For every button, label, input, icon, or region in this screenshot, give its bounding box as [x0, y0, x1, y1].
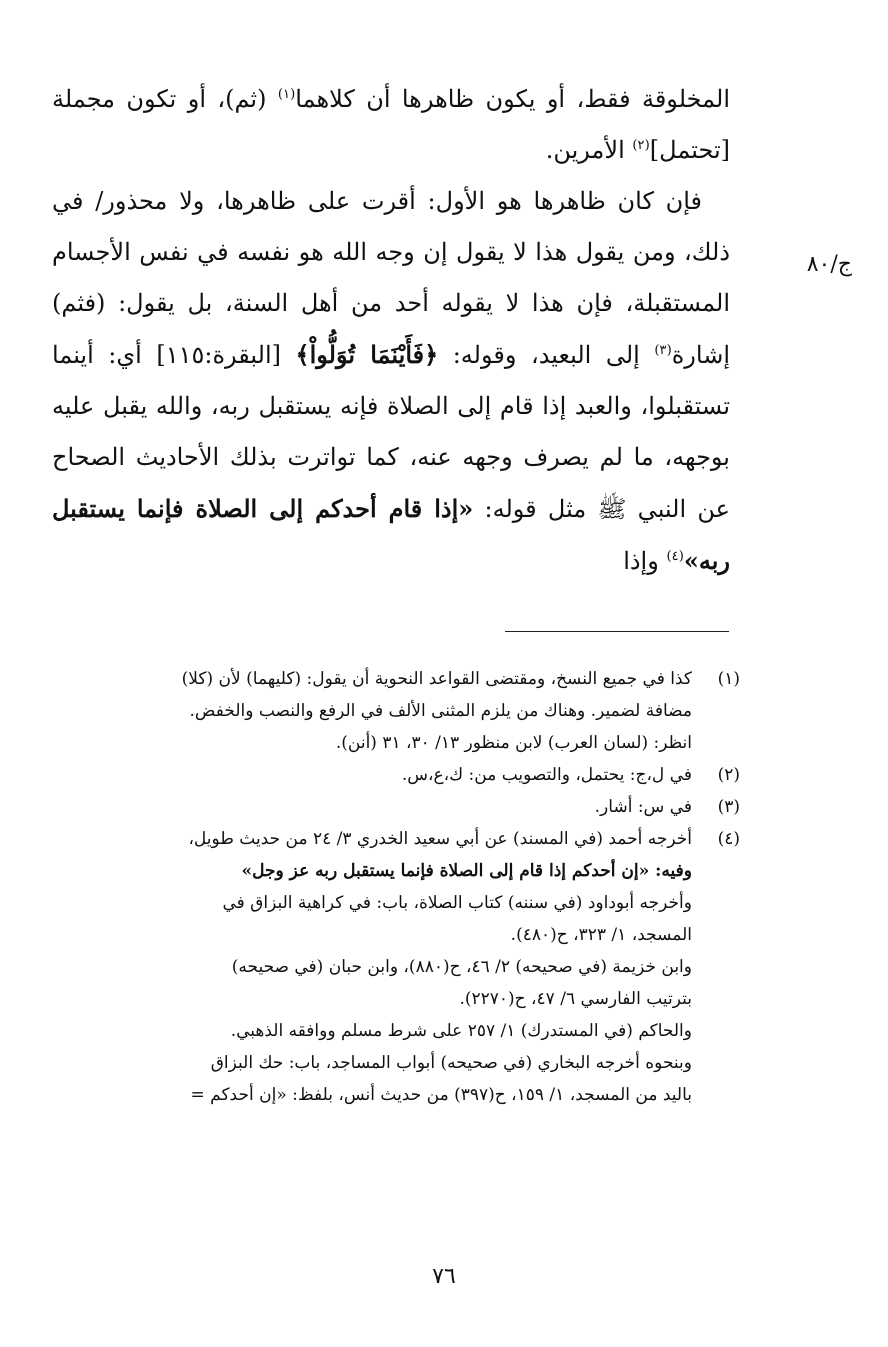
footnote-line: باليد من المسجد، ١/ ١٥٩، ح(٣٩٧) من حديث أنس، بلفظ: «إن أحدكم = [190, 1085, 692, 1105]
hadith-quote: «إذا قام أحدكم إلى الصلاة فإنما يستقبل ربه» [52, 494, 730, 575]
quran-quote: ﴿فَأَيْنَمَا تُوَلُّواْ﴾ [295, 340, 439, 369]
text-run: المخلوقة فقط، أو يكون ظاهرها أن كلاهما [295, 85, 730, 113]
text-run: إلى البعيد، وقوله: [438, 341, 655, 369]
paragraph-2 [52, 176, 730, 587]
footnote-number: (٤) [717, 829, 740, 849]
main-text [52, 74, 730, 587]
footnote-item [52, 791, 740, 823]
footnote-line: وأخرجه أبوداود (في سننه) كتاب الصلاة، باب: في كراهية البزاق في [222, 893, 692, 913]
page-number: ٧٦ [432, 1264, 456, 1289]
footnote-line: المسجد، ١/ ٣٢٣، ح(٤٨٠). [510, 925, 692, 945]
footnote-line: وابن خزيمة (في صحيحه) ٢/ ٤٦، ح(٨٨٠)، وابن حبان (في صحيحه) [231, 957, 692, 977]
footnote-item [52, 823, 740, 1111]
footnote-body [52, 663, 692, 759]
footnote-item [52, 759, 740, 791]
manuscript-page-marker: ج/٨٠ [806, 252, 852, 277]
text-run: الأمرين. [545, 136, 633, 164]
footnote-ref-1: (١) [277, 87, 296, 102]
footnote-ref-4: (٤) [666, 549, 684, 564]
footnote-line: مضافة لضمير. وهناك من يلزم المثنى الألف في الرفع والنصب والخفض. [189, 701, 692, 721]
footnote-body [52, 823, 692, 1111]
footnote-line: أخرجه أحمد (في المسند) عن أبي سعيد الخدري ٣/ ٢٤ من حديث طويل، [188, 829, 692, 849]
footnote-number: (١) [717, 669, 740, 689]
footnote-ref-2: (٢) [632, 138, 650, 153]
footnote-line: كذا في جميع النسخ، ومقتضى القواعد النحوية أن يقول: (كليهما) لأن (كلا) [181, 669, 692, 689]
footnote-item [52, 663, 740, 759]
paragraph-1 [52, 74, 730, 176]
text-run: (ثم)، أو تكون مجملة [تحتمل] [52, 85, 730, 164]
footnote-number: (٣) [717, 797, 740, 817]
text-run: [البقرة:١١٥] أي: أينما تستقبلوا، والعبد إذا قام إلى الصلاة فإنه يستقبل ربه، والله يقبل عليه بوجهه، ما لم يصرف وجهه عنه، كما تواترت بذلك الأحاديث الصحاح عن النبي ﷺ مثل قوله: [52, 341, 730, 523]
footnote-ref-3: (٣) [654, 343, 672, 358]
footnotes [52, 663, 740, 1111]
footnote-number: (٢) [717, 765, 740, 785]
footnote-line: وفيه: «إن أحدكم إذا قام إلى الصلاة فإنما يستقبل ربه عز وجل» [241, 861, 692, 881]
footnote-line: انظر: (لسان العرب) لابن منظور ١٣/ ٣٠، ٣١ (أنن). [335, 733, 692, 753]
footnote-line: في س: أشار. [594, 797, 692, 817]
footnote-line: وبنحوه أخرجه البخاري (في صحيحه) أبواب المساجد، باب: حك البزاق [210, 1053, 692, 1073]
footnote-separator [505, 631, 729, 632]
footnote-line: بترتيب الفارسي ٦/ ٤٧، ح(٢٢٧٠). [459, 989, 692, 1009]
footnote-line: في ل،ج: يحتمل، والتصويب من: ك،ع،س. [401, 765, 692, 785]
text-run: فإن كان ظاهرها هو الأول: أقرت على ظاهرها، ولا محذور/ في ذلك، ومن يقول هذا لا يقول إن وجه الله هو نفسه في نفس الأجسام المستقبلة، فإن هذا لا يقوله أحد من أهل السنة، بل يقول: (فثم) إشارة [52, 187, 730, 369]
footnote-body [52, 759, 692, 791]
text-run: وإذا [623, 547, 667, 575]
footnote-line: والحاكم (في المستدرك) ١/ ٢٥٧ على شرط مسلم ووافقه الذهبي. [230, 1021, 692, 1041]
footnote-body [52, 791, 692, 823]
